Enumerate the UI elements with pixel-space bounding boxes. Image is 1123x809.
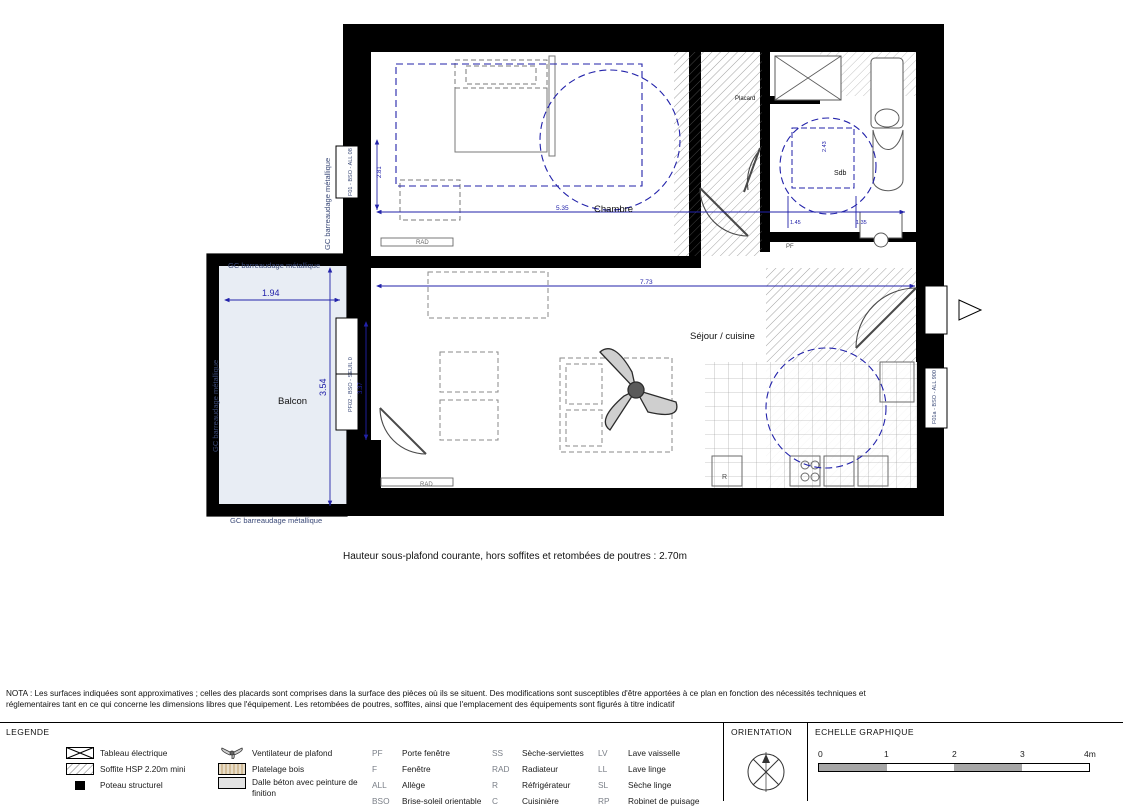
legend-abbr-column-1 — [372, 745, 481, 809]
label-porte-fenetre: PF — [786, 244, 794, 250]
abbr-row-c — [492, 793, 584, 809]
legend-item-electrical-panel — [66, 745, 216, 761]
abbr-val-ll: Lave linge — [628, 764, 666, 774]
abbr-val-rp: Robinet de puisage — [628, 796, 700, 806]
label-window-pf02: PF02 - BSO - SEUIL 0 — [348, 357, 354, 412]
scale-segment-3 — [954, 764, 1022, 771]
abbr-val-lv: Lave vaisselle — [628, 748, 681, 758]
abbr-key-c: C — [492, 796, 498, 806]
graphic-scale — [818, 749, 1108, 772]
abbr-val-rad: Radiateur — [522, 764, 558, 774]
scale-tick-3: 3 — [1020, 749, 1025, 759]
nota-text — [6, 688, 1116, 710]
abbr-val-pf: Porte fenêtre — [402, 748, 450, 758]
dim-1-94: 1.94 — [262, 288, 280, 298]
legend-symbols-column-a — [66, 745, 216, 793]
legend-title: LEGENDE — [6, 727, 50, 737]
legend-label-electrical-panel: Tableau électrique — [100, 748, 168, 758]
abbr-row-sl — [598, 777, 700, 793]
abbr-key-lv: LV — [598, 748, 608, 758]
dim-7-73: 7.73 — [640, 279, 653, 286]
label-window-f01: F01 - BSO - ALL 08 — [348, 148, 354, 196]
label-rad-chambre: RAD — [416, 240, 429, 246]
dim-3-54: 3.54 — [318, 378, 328, 396]
legend-item-soffit — [66, 761, 216, 777]
legend-symbols-column-b — [218, 745, 368, 805]
legend-label-soffit: Soffite HSP 2.20m mini — [100, 764, 186, 774]
scale-segment-4 — [1022, 764, 1090, 771]
legend-item-concrete-slab — [218, 777, 368, 805]
abbr-key-f: F — [372, 764, 378, 774]
abbr-val-bso: Brise-soleil orientable — [402, 796, 482, 806]
legend-item-ceiling-fan — [218, 745, 368, 761]
legend-label-ceiling-fan: Ventilateur de plafond — [252, 748, 333, 758]
abbr-row-lv — [598, 745, 700, 761]
label-window-f01a: F01a - BSO - ALL 900 — [932, 370, 938, 424]
legend-abbr-column-2 — [492, 745, 584, 809]
abbr-key-ss: SS — [492, 748, 504, 758]
legend-box — [0, 722, 1123, 806]
abbr-row-bso — [372, 793, 481, 809]
room-label-placard: Placard — [735, 96, 756, 102]
room-label-balcon: Balcon — [278, 396, 308, 407]
label-rad-sejour: RAD — [420, 482, 433, 488]
dim-2-43: 2.43 — [822, 141, 828, 152]
abbr-val-r: Réfrigérateur — [522, 780, 571, 790]
nota-line-1: NOTA : Les surfaces indiquées sont approximatives ; celles des placards sont comprises dans la surface des pièces où ils se situent. Des modifications sont susceptibles d'être apportées à ce plan en fonction des nécessités techniques et — [6, 689, 866, 698]
abbr-val-sl: Sèche linge — [628, 780, 672, 790]
legend-abbr-column-3 — [598, 745, 700, 809]
dim-1-45: 1.45 — [790, 220, 801, 226]
soffit-hatch-icon — [66, 763, 94, 775]
scale-tick-1: 1 — [884, 749, 889, 759]
abbr-val-f: Fenêtre — [402, 764, 431, 774]
legend-label-concrete-slab: Dalle béton avec peinture de finition — [252, 777, 358, 798]
abbr-key-pf: PF — [372, 748, 383, 758]
scale-title: ECHELLE GRAPHIQUE — [815, 727, 914, 737]
legend-label-structural-post: Poteau structurel — [100, 780, 163, 790]
label-refrigerateur: R — [722, 474, 728, 481]
abbr-row-rad — [492, 761, 584, 777]
abbr-key-all: ALL — [372, 780, 387, 790]
abbr-row-ll — [598, 761, 700, 777]
abbr-key-ll: LL — [598, 764, 608, 774]
ceiling-fan-icon — [218, 747, 246, 759]
abbr-row-ss — [492, 745, 584, 761]
scale-tick-labels — [818, 749, 1108, 761]
label-gc-bottom: GC barreaudage métallique — [230, 516, 323, 525]
legend-separator-1 — [723, 723, 724, 801]
room-label-chambre: Chambre — [594, 204, 634, 215]
nota-line-2: réglementaires tant en ce qui concerne les dimensions libres que l'équipement. Les retombées de poutres, soffites, ainsi que l'emplacement des équipements sont figurés à titre indicatif — [6, 700, 675, 709]
scale-bar — [818, 763, 1090, 772]
abbr-row-r — [492, 777, 584, 793]
abbr-val-ss: Sèche-serviettes — [522, 748, 584, 758]
abbr-row-rp — [598, 793, 700, 809]
abbr-row-pf — [372, 745, 481, 761]
electrical-panel-icon — [66, 747, 94, 759]
orientation-title: ORIENTATION — [731, 727, 793, 737]
footer — [0, 680, 1123, 806]
dim-1-35: 1.35 — [856, 220, 867, 226]
abbr-key-sl: SL — [598, 780, 609, 790]
ceiling-height-note: Hauteur sous-plafond courante, hors soffites et retombées de poutres : 2.70m — [343, 551, 687, 562]
wood-decking-icon — [218, 763, 246, 775]
scale-segment-1 — [819, 764, 887, 771]
abbr-key-rad: RAD — [492, 764, 510, 774]
abbr-row-all — [372, 777, 481, 793]
room-label-sdb: Sdb — [834, 170, 847, 177]
label-gc-left-upper: GC barreaudage métallique — [323, 157, 332, 250]
legend-item-structural-post — [66, 777, 216, 793]
label-gc-left-lower: GC barreaudage métallique — [211, 359, 220, 452]
dim-3-37: 3.37 — [358, 382, 364, 394]
label-gc-top: GC barreaudage métallique — [228, 261, 321, 270]
abbr-key-rp: RP — [598, 796, 610, 806]
scale-tick-2: 2 — [952, 749, 957, 759]
dim-5-35: 5.35 — [556, 205, 569, 212]
abbr-val-all: Allège — [402, 780, 426, 790]
kitchen-floor-tiles — [705, 362, 917, 488]
legend-label-wood-decking: Platelage bois — [252, 764, 305, 774]
legend-separator-2 — [807, 723, 808, 801]
room-label-sejour-cuisine: Séjour / cuisine — [690, 331, 755, 342]
abbr-key-bso: BSO — [372, 796, 390, 806]
scale-tick-4: 4m — [1084, 749, 1096, 759]
scale-segment-2 — [887, 764, 955, 771]
abbr-key-r: R — [492, 780, 498, 790]
scale-tick-0: 0 — [818, 749, 823, 759]
legend-item-wood-decking — [218, 761, 368, 777]
abbr-val-c: Cuisinière — [522, 796, 559, 806]
orientation-compass — [735, 747, 797, 797]
dim-2-81: 2.81 — [377, 166, 383, 178]
abbr-row-f — [372, 761, 481, 777]
structural-post-icon — [66, 779, 94, 791]
concrete-slab-icon — [218, 777, 246, 789]
